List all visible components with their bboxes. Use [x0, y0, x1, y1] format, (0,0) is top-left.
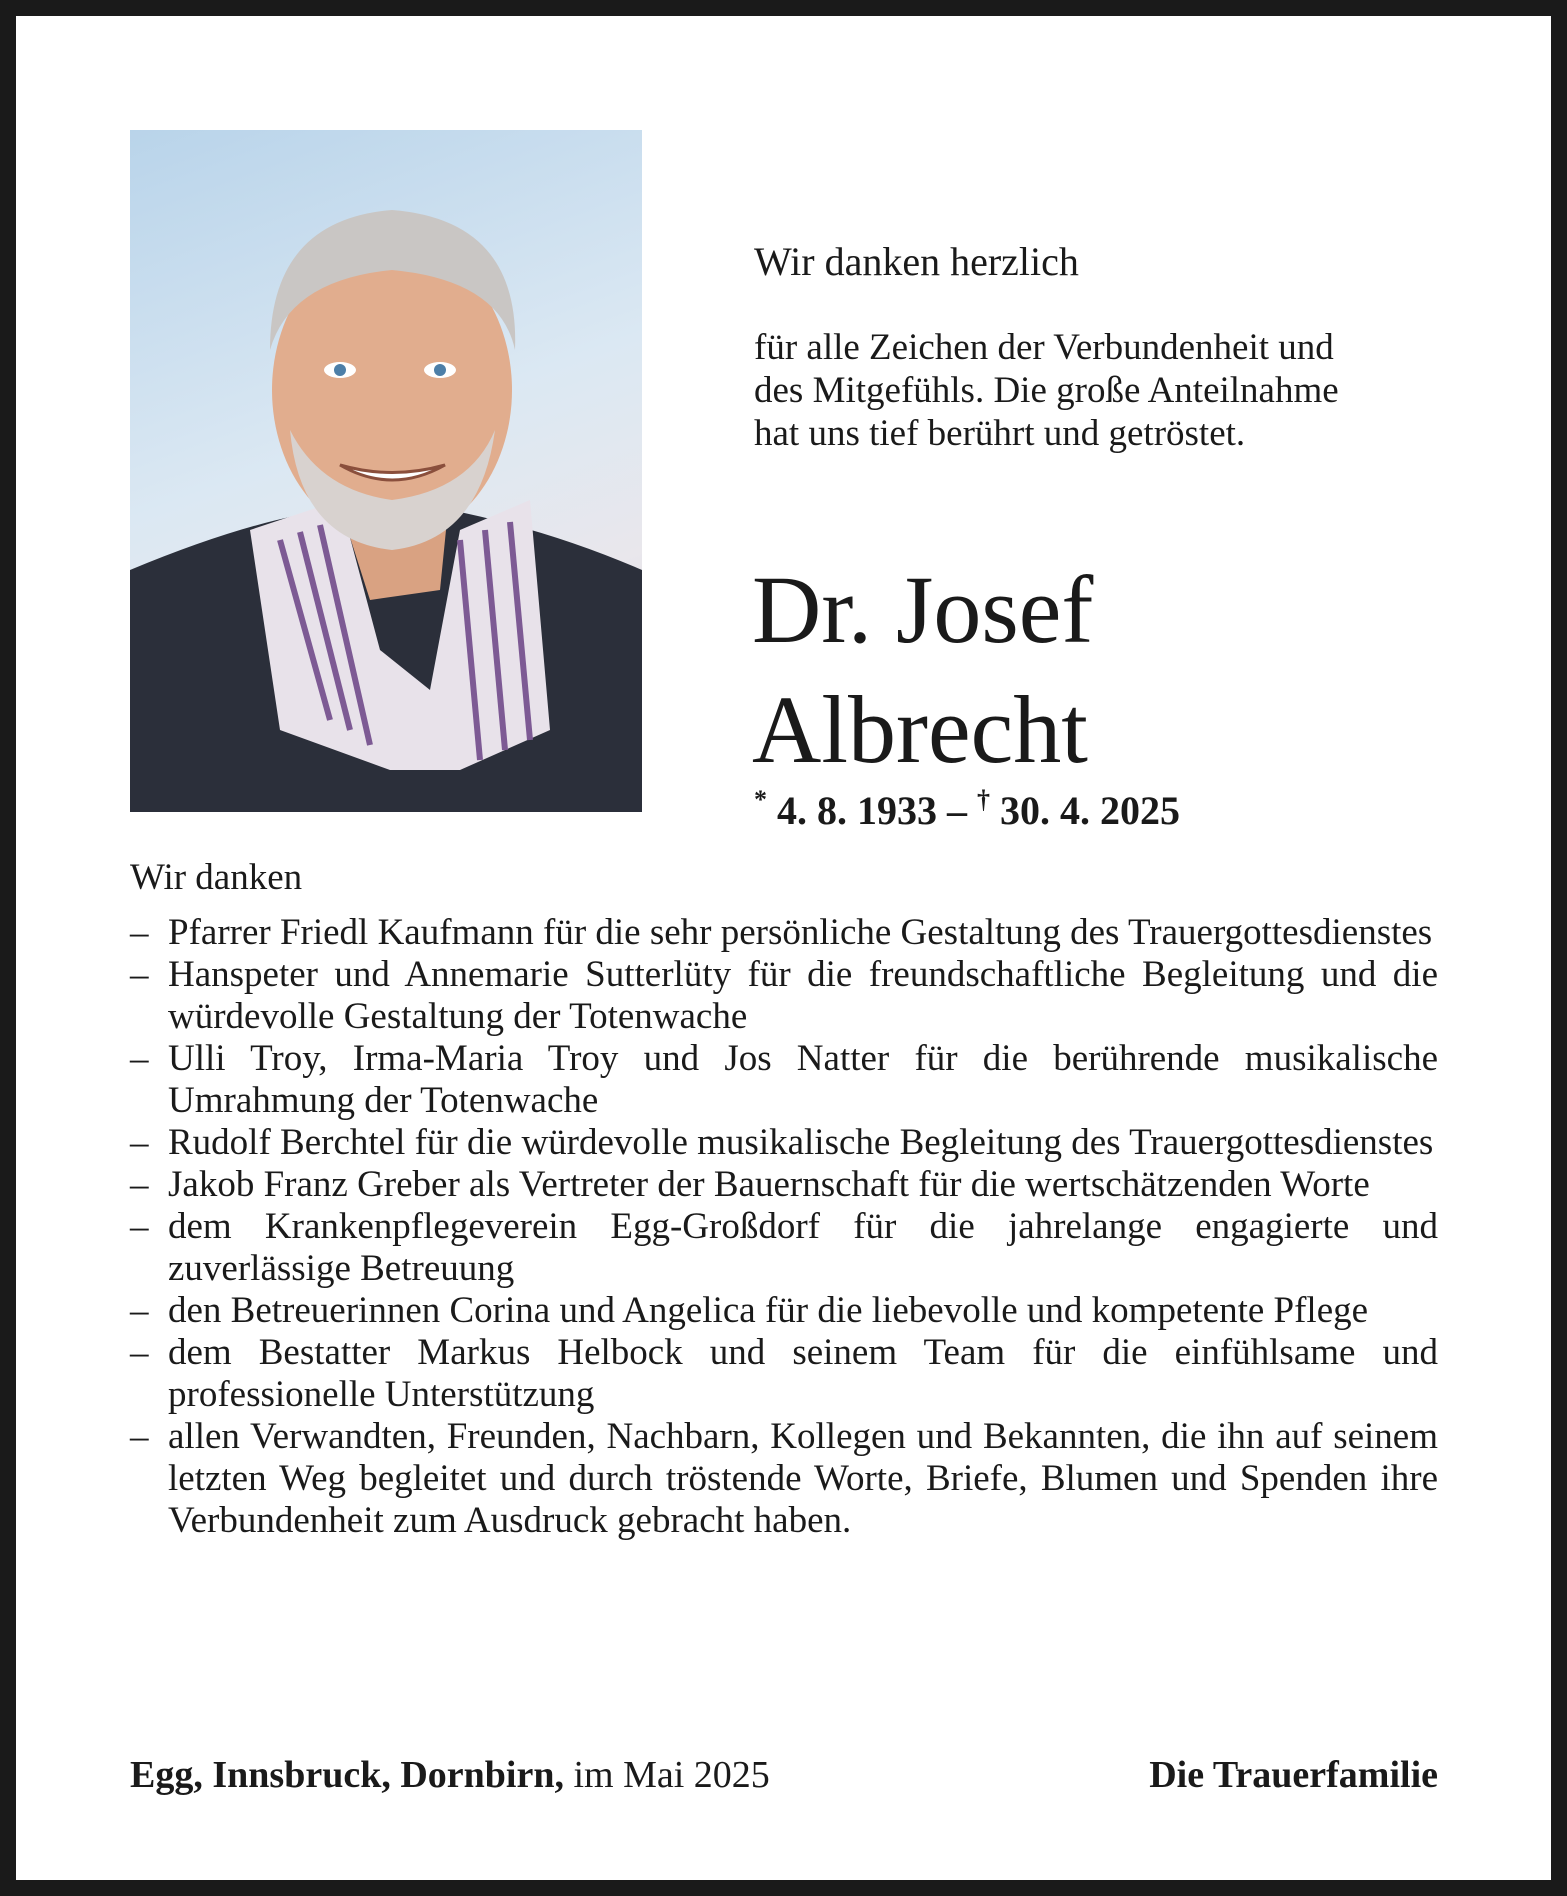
dash: – — [130, 1416, 149, 1457]
headline-thanks: Wir danken herzlich — [754, 239, 1079, 284]
portrait-photo — [130, 130, 642, 812]
list-item-text: dem Bestatter Markus Helbock und seinem Team für die einfühlsame und professionelle Unterstützung — [168, 1332, 1438, 1415]
list-item — [130, 1332, 1438, 1416]
footer-date: im Mai 2025 — [573, 1754, 770, 1796]
footer — [130, 1752, 1438, 1798]
dash: – — [130, 1038, 149, 1079]
portrait-photo-icon — [130, 130, 642, 812]
thanks-list — [130, 912, 1438, 1542]
name-line-first: Dr. Josef — [752, 556, 1094, 663]
intro-text — [754, 326, 1454, 455]
intro-line: hat uns tief berührt und getröstet. — [754, 413, 1246, 454]
birth-symbol: * — [754, 785, 767, 814]
list-item-text: allen Verwandten, Freunden, Nachbarn, Kollegen und Bekannten, die ihn auf seinem letzten Weg begleitet und durch tröstende Worte, Briefe, Blumen und Spenden ihre Verbundenheit zum Ausdruck gebracht haben. — [168, 1416, 1438, 1541]
thanks-intro: Wir danken — [130, 857, 303, 898]
list-item-text: dem Krankenpflegeverein Egg-Großdorf für die jahrelange engagierte und zuverlässige Betreuung — [168, 1206, 1438, 1289]
list-item-text: Hanspeter und Annemarie Sutterlüty für die freundschaftliche Begleitung und die würdevolle Gestaltung der Totenwache — [168, 954, 1438, 1037]
dash: – — [130, 912, 149, 953]
list-item-text: Ulli Troy, Irma-Maria Troy und Jos Natter für die berührende musikalische Umrahmung der Totenwache — [168, 1038, 1438, 1121]
death-symbol: † — [977, 785, 990, 814]
list-item-text: Rudolf Berchtel für die würdevolle musikalische Begleitung des Trauergottesdienstes — [168, 1122, 1434, 1163]
list-item-text: den Betreuerinnen Corina und Angelica für die liebevolle und kompetente Pflege — [168, 1290, 1369, 1331]
date-separator: – — [947, 788, 967, 833]
list-item-text: Pfarrer Friedl Kaufmann für die sehr persönliche Gestaltung des Trauergottesdienstes — [168, 912, 1433, 953]
intro-line: des Mitgefühls. Die große Anteilnahme — [754, 370, 1339, 411]
list-item — [130, 912, 1438, 954]
list-item — [130, 1290, 1438, 1332]
list-item — [130, 1122, 1438, 1164]
intro-line: für alle Zeichen der Verbundenheit und — [754, 327, 1334, 368]
list-item — [130, 1164, 1438, 1206]
dash: – — [130, 954, 149, 995]
life-dates — [754, 776, 1180, 835]
list-item — [130, 1206, 1438, 1290]
death-date: 30. 4. 2025 — [1000, 788, 1180, 833]
list-item-text: Jakob Franz Greber als Vertreter der Bauernschaft für die wertschätzenden Worte — [168, 1164, 1370, 1205]
footer-signature: Die Trauerfamilie — [1149, 1754, 1438, 1796]
footer-places: Egg, Innsbruck, Dornbirn, — [130, 1754, 564, 1796]
footer-location-date — [130, 1752, 770, 1798]
name-line-last: Albrecht — [752, 676, 1088, 783]
dash: – — [130, 1122, 149, 1163]
deceased-name — [752, 550, 1093, 790]
list-item — [130, 1416, 1438, 1542]
list-item — [130, 1038, 1438, 1122]
dash: – — [130, 1206, 149, 1247]
dash: – — [130, 1332, 149, 1373]
list-item — [130, 954, 1438, 1038]
dash: – — [130, 1164, 149, 1205]
dash: – — [130, 1290, 149, 1331]
birth-date: 4. 8. 1933 — [777, 788, 937, 833]
